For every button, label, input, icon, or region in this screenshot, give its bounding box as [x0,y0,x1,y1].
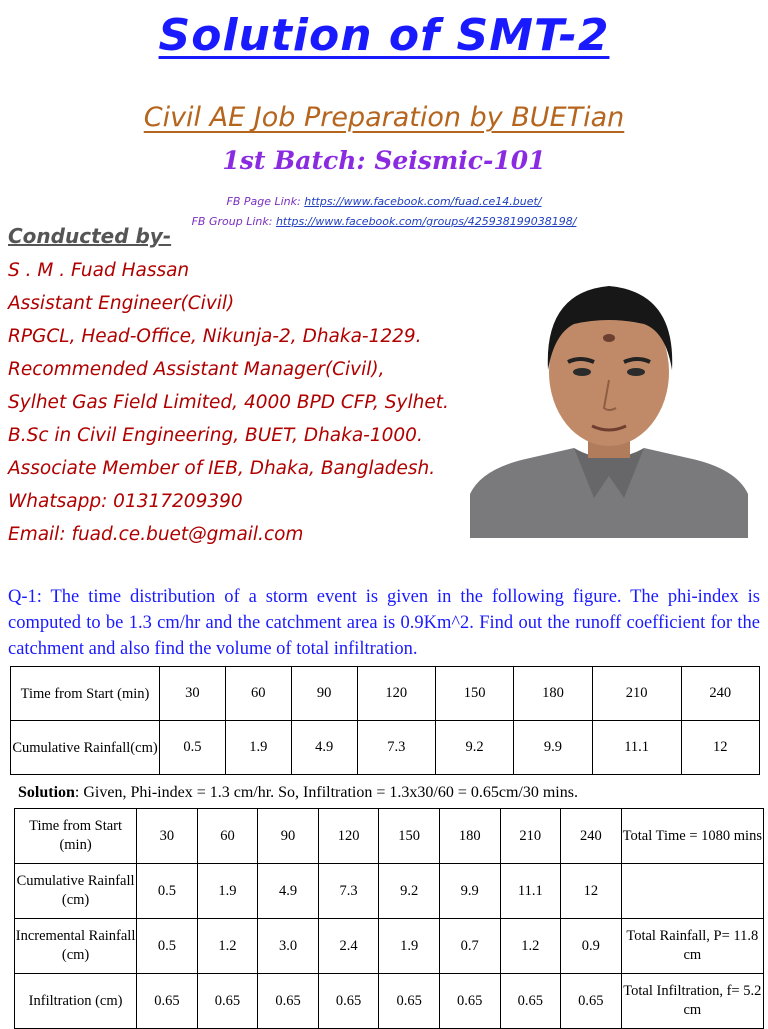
table-cell: 0.65 [439,974,500,1029]
solution-label: Solution [18,784,75,801]
instructor-line: Sylhet Gas Field Limited, 4000 BPD CFP, Sylhet. [8,392,449,413]
table-row [11,721,760,775]
instructor-line: B.Sc in Civil Engineering, BUET, Dhaka-1000. [8,425,423,446]
instructor-whatsapp: Whatsapp: 01317209390 [8,491,243,512]
table-row [15,864,764,919]
table-cell: 1.9 [197,864,258,919]
conducted-by-heading: Conducted by- [8,224,172,248]
table-cell: 150 [435,667,513,721]
table-cell: 4.9 [258,864,319,919]
table-cell: 90 [291,667,357,721]
row-header: Cumulative Rainfall(cm) [11,721,160,775]
solution-line [18,784,578,802]
table-cell: 0.9 [561,919,622,974]
question-text: Q-1: The time distribution of a storm event is given in the following figure. The phi-index is computed to be 1.3 cm/hr and the catchment area is 0.9Km^2. Find out the runoff coefficient for the catchment and also find the volume of total infiltration. [8,587,760,659]
table-row [15,974,764,1029]
storm-data-table [10,666,760,775]
table-cell: 240 [561,809,622,864]
table-cell: 1.2 [197,919,258,974]
table-cell: 0.65 [197,974,258,1029]
instructor-line: Assistant Engineer(Civil) [8,293,235,314]
table-cell: 0.65 [258,974,319,1029]
table-row [15,809,764,864]
instructor-line: Associate Member of IEB, Dhaka, Bangladesh. [8,458,436,479]
batch-name: 1st Batch: Seismic-101 [222,146,546,175]
table-cell: 11.1 [500,864,561,919]
course-subtitle: Civil AE Job Preparation by BUETian [143,102,625,133]
table-cell: 0.65 [561,974,622,1029]
fb-group-link[interactable]: https://www.facebook.com/groups/425938199038198/ [275,215,577,228]
table-cell: 180 [514,667,592,721]
table-cell: 30 [137,809,198,864]
table-cell: 0.65 [137,974,198,1029]
table-cell: 210 [592,667,681,721]
page-title: Solution of SMT-2 [158,10,610,61]
table-cell: 12 [681,721,759,775]
instructor-email: Email: fuad.ce.buet@gmail.com [8,524,304,545]
table-cell: 120 [318,809,379,864]
table-row [11,667,760,721]
total-cell: Total Time = 1080 mins [621,809,763,864]
table-cell: 7.3 [357,721,435,775]
solution-text: : Given, Phi-index = 1.3 cm/hr. So, Infiltration = 1.3x30/60 = 0.65cm/30 mins. [74,784,578,801]
table-cell: 30 [160,667,226,721]
table-cell: 9.2 [379,864,440,919]
table-cell: 9.9 [514,721,592,775]
table-cell: 7.3 [318,864,379,919]
table-row [15,919,764,974]
table-cell: 0.65 [379,974,440,1029]
total-cell: Total Infiltration, f= 5.2 cm [621,974,763,1029]
row-header: Time from Start (min) [11,667,160,721]
table-cell: 0.5 [160,721,226,775]
table-cell: 3.0 [258,919,319,974]
table-cell: 210 [500,809,561,864]
table-cell: 1.9 [379,919,440,974]
fb-page-label: FB Page Link: [226,195,301,208]
table-cell: 60 [197,809,258,864]
table-cell: 11.1 [592,721,681,775]
instructor-name: S . M . Fuad Hassan [8,260,190,281]
table-cell: 0.65 [318,974,379,1029]
table-cell: 0.7 [439,919,500,974]
row-header: Incremental Rainfall (cm) [15,919,137,974]
instructor-line: Recommended Assistant Manager(Civil), [8,359,385,380]
row-header: Cumulative Rainfall (cm) [15,864,137,919]
table-cell: 1.2 [500,919,561,974]
table-cell: 1.9 [225,721,291,775]
table-cell: 0.5 [137,864,198,919]
table-cell: 9.9 [439,864,500,919]
fb-group-label: FB Group Link: [191,215,273,228]
total-cell [621,864,763,919]
table-cell: 4.9 [291,721,357,775]
solution-table [14,808,764,1029]
total-cell: Total Rainfall, P= 11.8 cm [621,919,763,974]
table-cell: 120 [357,667,435,721]
table-cell: 0.5 [137,919,198,974]
table-cell: 2.4 [318,919,379,974]
table-cell: 9.2 [435,721,513,775]
table-cell: 240 [681,667,759,721]
portrait-image [470,262,748,538]
fb-page-link[interactable]: https://www.facebook.com/fuad.ce14.buet/ [304,195,542,208]
table-cell: 180 [439,809,500,864]
row-header: Time from Start (min) [15,809,137,864]
row-header: Infiltration (cm) [15,974,137,1029]
table-cell: 0.65 [500,974,561,1029]
table-cell: 90 [258,809,319,864]
instructor-line: RPGCL, Head-Office, Nikunja-2, Dhaka-1229. [8,326,422,347]
fb-page-row [0,195,768,208]
instructor-photo [470,262,748,538]
table-cell: 60 [225,667,291,721]
table-cell: 12 [561,864,622,919]
table-cell: 150 [379,809,440,864]
